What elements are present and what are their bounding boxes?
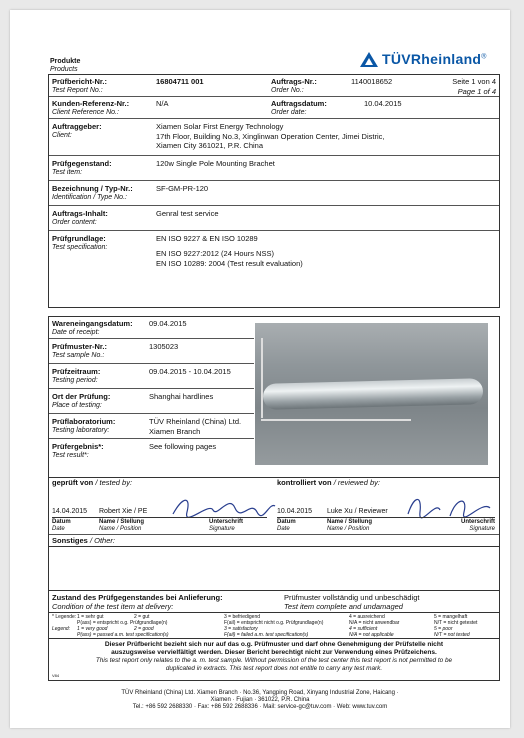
test-item-row [49, 156, 499, 181]
tested-name: Robert Xie / PE [99, 508, 148, 515]
tested-signature-icon [169, 492, 279, 520]
tested-col-name: Name / Stellung Name / Position [99, 519, 145, 532]
legend-en-3: 3 = satisfactory [224, 626, 258, 632]
report-page [10, 10, 510, 728]
lab-row [49, 414, 254, 439]
report-number-value: 16804711 001 [156, 77, 204, 86]
legend-en-2: 2 = good [134, 626, 154, 632]
reviewed-date: 10.04.2015 [277, 508, 313, 515]
condition-label: Zustand des Prüfgegenstandes bei Anlieferung: Condition of the test item at delivery: [52, 593, 223, 611]
receipt-value: 09.04.2015 [149, 319, 187, 328]
others-box [48, 546, 500, 591]
others-label: Sonstiges / Other: [52, 536, 115, 545]
order-content-row [49, 206, 499, 231]
legend-en2-1: P(ass) = passed a.m. test specification(s) [77, 632, 169, 638]
receipt-row [49, 317, 254, 339]
tuv-triangle-icon [360, 52, 378, 67]
reviewed-sig-line [277, 517, 495, 518]
logo-text: TÜVRheinland [382, 51, 482, 67]
disclaimer-de: Dieser Prüfbericht bezieht sich nur auf das o.g. Prüfmuster und darf ohne Genehmigung der Prüfstelle nicht auszugsweise vervielfältigt werden. Dieser Bericht berechtigt nicht zur Verwendung eines Prüfzeichens. [104, 641, 444, 656]
signature-box [48, 476, 500, 547]
test-spec-line1: EN ISO 9227 & EN ISO 10289 [156, 234, 258, 243]
reviewed-col-sig: Unterschrift Signature [460, 519, 495, 532]
test-spec-label: Prüfgrundlage: Test specification: [52, 234, 108, 251]
footer-line3: Tel.: +86 592 2688330 · Fax: +86 592 2688336 · Mail: service-gc@tuv.com · Web: www.tuv.com [132, 704, 388, 710]
place-label: Ort der Prüfung: Place of testing: [52, 392, 111, 409]
result-value: See following pages [149, 442, 217, 451]
client-value: Xiamen Solar First Energy Technology 17th Floor, Building No.3, Xinglinwan Operation Center, Jimei Distric, Xiamen City 361021, P.R. China [156, 122, 385, 150]
result-row [49, 439, 254, 463]
test-spec-row [49, 231, 499, 309]
legend-en2-3: N/A = not applicable [349, 632, 394, 638]
legend-de-2: 2 = gut [134, 614, 150, 620]
order-content-value: Genral test service [156, 209, 219, 218]
footer [50, 690, 470, 711]
reviewed-name: Luke Xu / Reviewer [327, 508, 388, 515]
legend-de2-4: N/T = nicht getestet [434, 620, 478, 626]
legend-de-5: 5 = mangelhaft [434, 614, 468, 620]
tested-col-date: Datum Date [52, 519, 71, 532]
legend-en-4: 4 = sufficient [349, 626, 378, 632]
products-label [50, 58, 80, 74]
condition-value: Prüfmuster vollständig und unbeschädigt Test item complete and undamaged [284, 593, 420, 611]
legend-en-5: 5 = poor [434, 626, 453, 632]
period-value: 09.04.2015 - 10.04.2015 [149, 367, 231, 376]
pipe-sample [263, 378, 484, 410]
legend-en-label: Legend: [52, 626, 71, 632]
client-row [49, 119, 499, 156]
order-number-label: Auftrags-Nr.: Order No.: [271, 77, 317, 94]
test-item-value: 120w Single Pole Mounting Brachet [156, 159, 275, 168]
customer-ref-value: N/A [156, 99, 169, 108]
produkte-en: Products [50, 66, 78, 73]
order-date-value: 10.04.2015 [364, 99, 402, 108]
legend-de-1: 1 = sehr gut [77, 614, 104, 620]
report-number-row [49, 75, 499, 97]
condition-box [48, 590, 500, 613]
form-code: V84 [52, 673, 60, 678]
produkte-de: Produkte [50, 58, 81, 65]
sample-photo [255, 323, 488, 465]
tested-date: 14.04.2015 [52, 508, 88, 515]
legend-en2-4: N/T = not tested [434, 632, 470, 638]
disclaimer-box [48, 638, 500, 681]
report-info-box [48, 74, 500, 308]
legend-de2-2: F(ail) = entspricht nicht o.g. Prüfgrundlage(n) [224, 620, 324, 626]
tested-sig-line [52, 517, 267, 518]
tested-col-sig: Unterschrift Signature [209, 519, 244, 532]
customer-ref-label: Kunden-Referenz-Nr.: Client Reference No.: [52, 99, 130, 116]
period-row [49, 364, 254, 389]
legend-de-label: * Legende: [52, 614, 77, 620]
identification-label: Bezeichnung / Typ-Nr.: Identification / Type No.: [52, 184, 133, 201]
footer-line1: TÜV Rheinland (China) Ltd. Xiamen Branch · No.36, Yangping Road, Xinyang Industrial Zone, Haicang · [121, 690, 399, 696]
logo-reg: ® [481, 53, 487, 61]
order-date-label: Auftragsdatum: Order date: [271, 99, 327, 116]
others-divider [49, 534, 499, 535]
period-label: Prüfzeitraum: Testing period: [52, 367, 101, 384]
legend-de2-1: P(ass) = entspricht o.g. Prüfgrundlage(n) [77, 620, 168, 626]
lab-label: Prüflaboratorium: Testing laboratory: [52, 417, 116, 434]
customer-ref-row [49, 97, 499, 119]
reviewed-col-date: Datum Date [277, 519, 296, 532]
reviewed-signature-icon [404, 490, 494, 520]
legend-en2-2: F(ail) = failed a.m. test specification(s) [224, 632, 309, 638]
legend-de2-3: N/A = nicht anwendbar [349, 620, 400, 626]
tuv-logo-text [382, 51, 487, 67]
ruler-vertical [261, 338, 263, 418]
lab-value: TÜV Rheinland (China) Ltd. Xiamen Branch [149, 417, 242, 436]
identification-value: SF-GM-PR-120 [156, 184, 209, 193]
result-label: Prüfergebnis*: Test result*: [52, 442, 104, 459]
disclaimer-en: This test report only relates to the a. m. test sample. Without permission of the test center this test report is not permitted to be duplicated in extracts. This test report does not entitle to carry any test mark. [95, 657, 453, 672]
report-number-label: Prüfbericht-Nr.: Test Report No.: [52, 77, 108, 94]
tested-by-label: geprüft von / tested by: [52, 478, 133, 487]
legend-de-3: 3 = befriedigend [224, 614, 261, 620]
place-row [49, 389, 254, 414]
legend-box [48, 612, 500, 639]
legend-de-4: 4 = ausreichend [349, 614, 385, 620]
sample-value: 1305023 [149, 342, 179, 351]
receipt-label: Wareneingangsdatum: Date of receipt: [52, 319, 133, 336]
test-spec-lines: EN ISO 9227:2012 (24 Hours NSS) EN ISO 10289: 2004 (Test result evaluation) [156, 249, 303, 268]
identification-row [49, 181, 499, 206]
sample-row [49, 339, 254, 364]
sample-label: Prüfmuster-Nr.: Test sample No.: [52, 342, 108, 359]
reviewed-by-label: kontrolliert von / reviewed by: [277, 478, 380, 487]
legend-en-1: 1 = very good [77, 626, 108, 632]
client-label: Auftraggeber: Client: [52, 122, 102, 139]
tuv-logo [360, 48, 510, 70]
test-item-label: Prüfgegenstand: Test item: [52, 159, 112, 176]
footer-line2: Xiamen · Fujian · 361022, P.R. China [210, 697, 310, 703]
order-number-value: 1140018652 [351, 77, 393, 86]
reviewed-col-name: Name / Stellung Name / Position [327, 519, 373, 532]
place-value: Shanghai hardlines [149, 392, 214, 401]
order-content-label: Auftrags-Inhalt: Order content: [52, 209, 108, 226]
ruler-horizontal [261, 419, 411, 421]
page-indicator: Seite 1 von 4 Page 1 of 4 [452, 77, 496, 96]
